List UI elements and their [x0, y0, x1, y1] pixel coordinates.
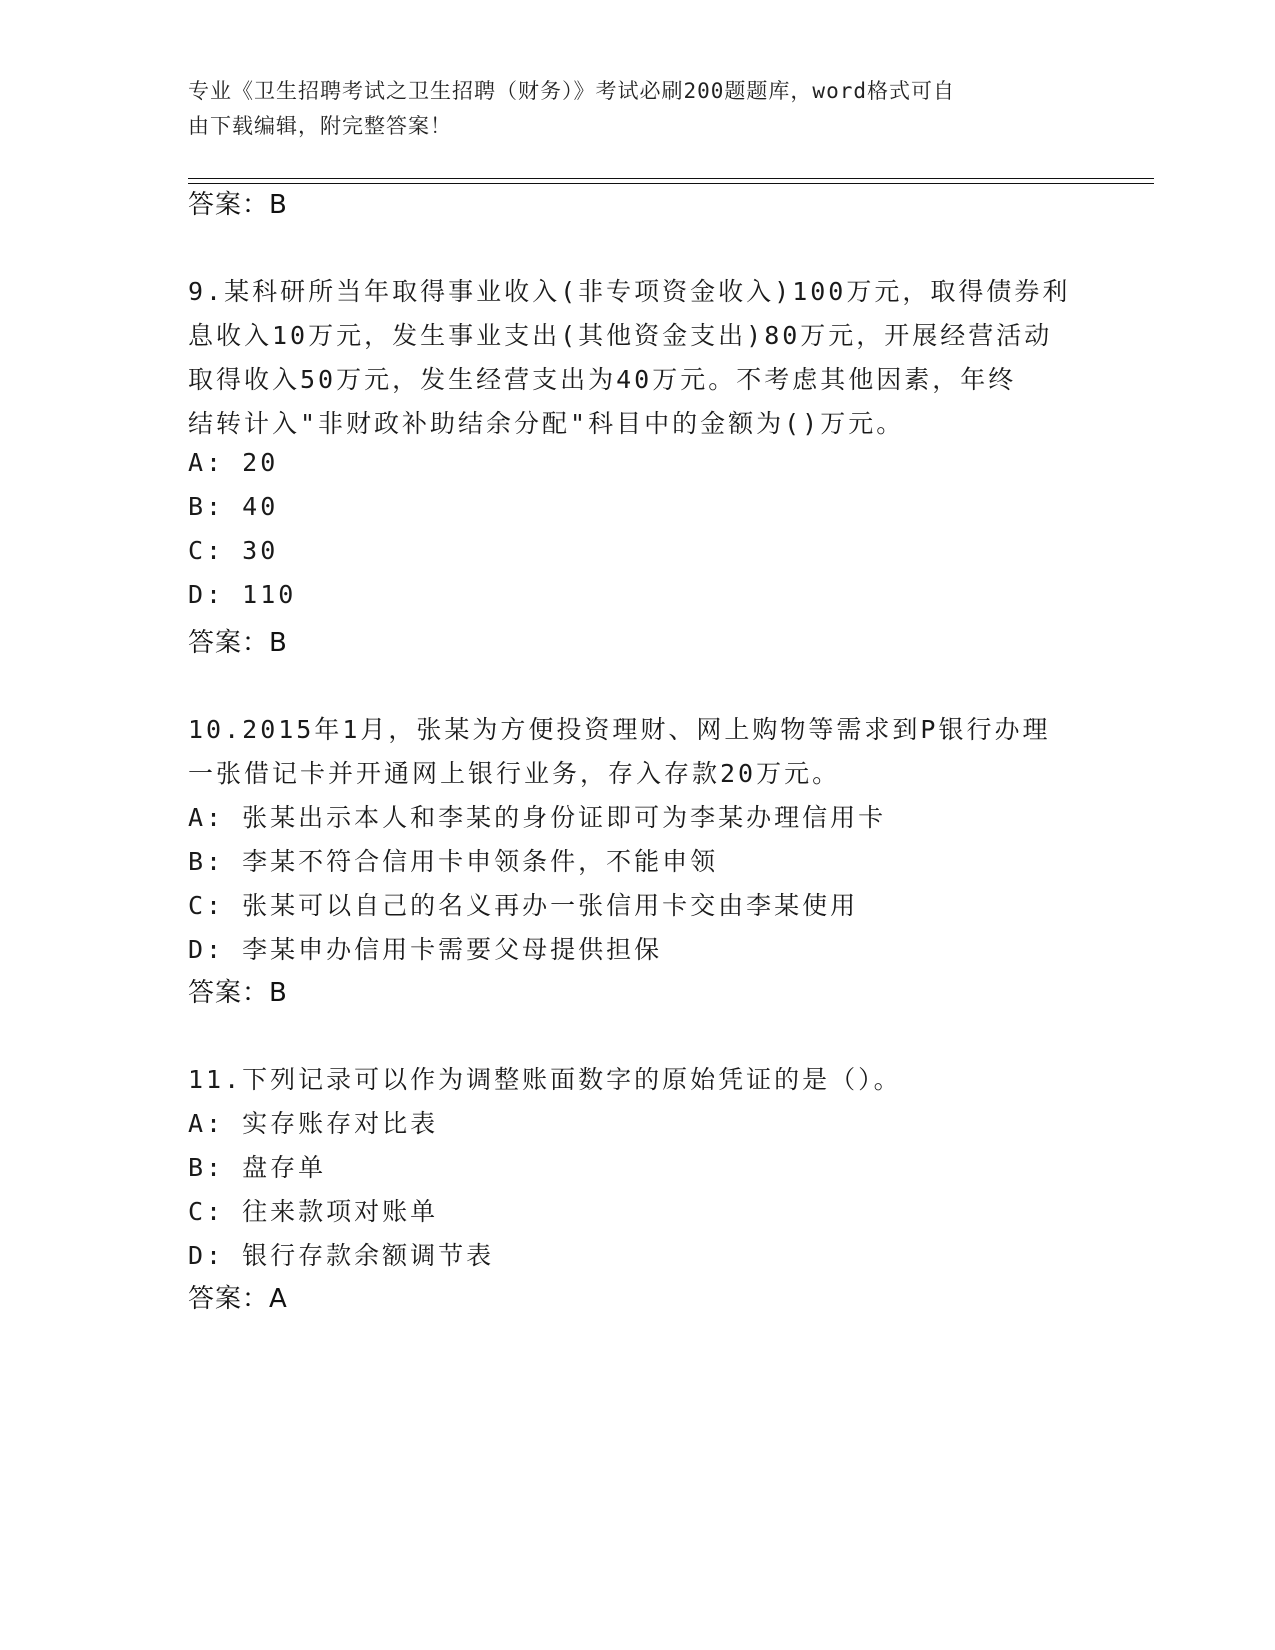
option-d: D: 110: [188, 580, 297, 609]
option-b: B: 40: [188, 492, 279, 521]
previous-answer: 答案：B: [188, 190, 288, 220]
header-divider-bottom: [188, 183, 1154, 184]
header-divider-top: [188, 178, 1154, 179]
option-c: C: 30: [188, 536, 279, 565]
question-text-line: 结转计入"非财政补助结余分配"科目中的金额为()万元。: [188, 409, 905, 438]
question-text-line: 11.下列记录可以作为调整账面数字的原始凭证的是（）。: [188, 1065, 902, 1094]
option-d: D: 李某申办信用卡需要父母提供担保: [188, 935, 663, 964]
question-text-line: 取得收入50万元，发生经营支出为40万元。不考虑其他因素，年终: [188, 365, 1017, 394]
option-c: C: 往来款项对账单: [188, 1197, 439, 1226]
header-line-2: 由下载编辑，附完整答案！: [188, 114, 452, 138]
option-b: B: 李某不符合信用卡申领条件，不能申领: [188, 847, 719, 876]
answer: 答案：B: [188, 978, 288, 1008]
option-b: B: 盘存单: [188, 1153, 327, 1182]
option-a: A: 20: [188, 448, 279, 477]
option-a: A: 张某出示本人和李某的身份证即可为李某办理信用卡: [188, 803, 887, 832]
question-text-line: 息收入10万元，发生事业支出(其他资金支出)80万元，开展经营活动: [188, 321, 1053, 350]
answer: 答案：A: [188, 1284, 288, 1314]
option-a: A: 实存账存对比表: [188, 1109, 439, 1138]
document-header: [188, 74, 1068, 144]
question-text-line: 一张借记卡并开通网上银行业务，存入存款20万元。: [188, 759, 841, 788]
option-d: D: 银行存款余额调节表: [188, 1241, 495, 1270]
header-line-1: 专业《卫生招聘考试之卫生招聘（财务）》考试必刷200题题库，word格式可自: [188, 79, 955, 103]
option-c: C: 张某可以自己的名义再办一张信用卡交由李某使用: [188, 891, 859, 920]
question-text-line: 9.某科研所当年取得事业收入(非专项资金收入)100万元，取得债券利: [188, 277, 1071, 306]
answer: 答案：B: [188, 628, 288, 658]
question-text-line: 10.2015年1月，张某为方便投资理财、网上购物等需求到P银行办理: [188, 715, 1051, 744]
